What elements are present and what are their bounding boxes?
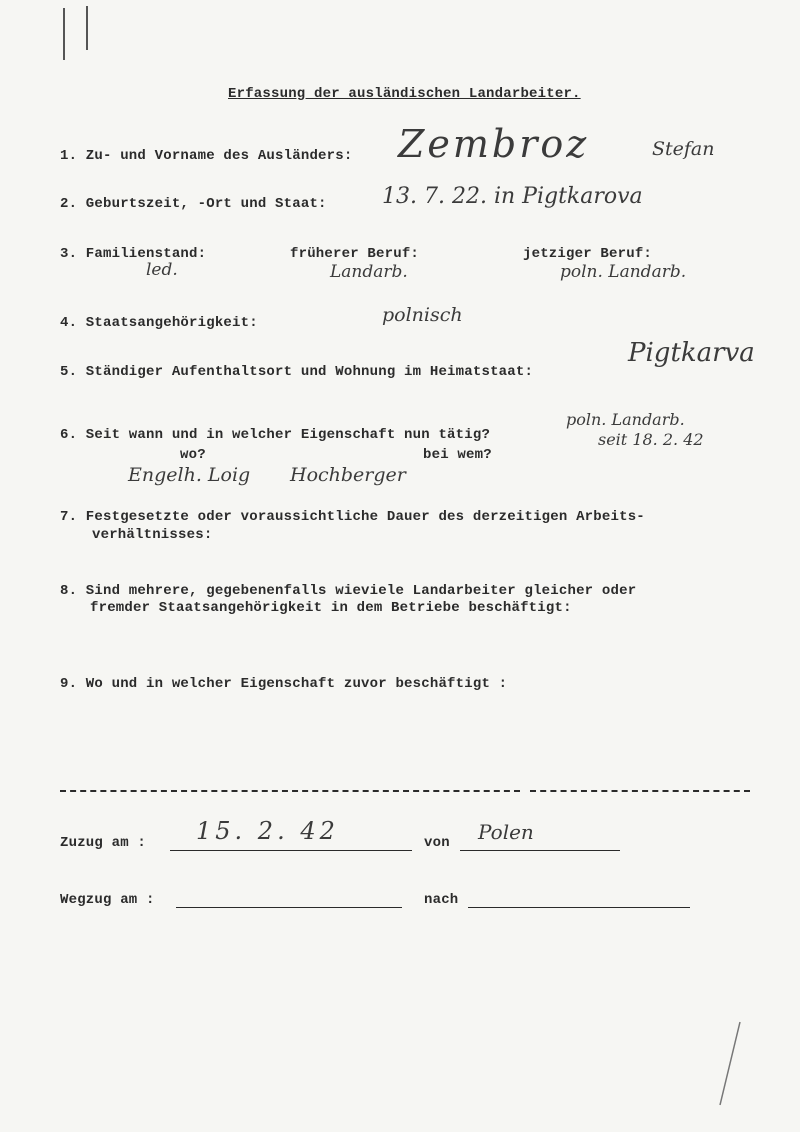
question-7-line-1: 7. Festgesetzte oder voraussichtliche Dauer des derzeitigen Arbeits- — [60, 509, 645, 525]
question-2: 2. Geburtszeit, -Ort und Staat: — [60, 196, 327, 212]
question-8-line-1: 8. Sind mehrere, gegebenenfalls wieviele Landarbeiter gleicher oder — [60, 583, 637, 599]
question-6-bei-wem: bei wem? — [423, 447, 492, 463]
answer-taetig-2: seit 18. 2. 42 — [598, 430, 704, 449]
question-8-line-2: fremder Staatsangehörigkeit in dem Betriebe beschäftigt: — [90, 600, 572, 616]
wegzug-label: Wegzug am : — [60, 892, 155, 908]
zuzug-date: 15. 2. 42 — [196, 817, 339, 845]
zuzug-date-line — [170, 850, 412, 851]
von-place: Polen — [478, 820, 534, 844]
von-label: von — [424, 835, 450, 851]
question-3-jetziger-beruf: jetziger Beruf: — [523, 246, 653, 262]
pencil-stroke — [700, 1020, 750, 1110]
nach-line — [468, 907, 690, 908]
question-7-line-2: verhältnisses: — [92, 527, 213, 543]
question-3: 3. Familienstand: — [60, 246, 207, 262]
answer-staatsangehoerigkeit: polnisch — [382, 304, 463, 326]
answer-surname: Zembroz — [398, 122, 590, 166]
answer-firstname: Stefan — [652, 138, 715, 160]
form-title: Erfassung der ausländischen Landarbeiter. — [228, 86, 581, 102]
separator-line — [60, 790, 520, 792]
answer-frueherer-beruf: Landarb. — [330, 262, 408, 282]
answer-bei-wem: Hochberger — [290, 464, 406, 486]
margin-mark — [86, 6, 88, 50]
question-5: 5. Ständiger Aufenthaltsort und Wohnung im Heimatstaat: — [60, 364, 534, 380]
question-3-frueherer-beruf: früherer Beruf: — [290, 246, 420, 262]
wegzug-date-line — [176, 907, 402, 908]
question-1: 1. Zu- und Vorname des Ausländers: — [60, 148, 353, 164]
question-4: 4. Staatsangehörigkeit: — [60, 315, 258, 331]
answer-birth: 13. 7. 22. in Pigtkarova — [382, 184, 643, 209]
answer-jetziger-beruf: poln. Landarb. — [560, 262, 687, 282]
question-9: 9. Wo und in welcher Eigenschaft zuvor beschäftigt : — [60, 676, 508, 692]
nach-label: nach — [424, 892, 459, 908]
separator-line — [530, 790, 750, 792]
margin-mark — [63, 8, 65, 60]
answer-taetig-1: poln. Landarb. — [566, 410, 685, 429]
answer-familienstand: led. — [146, 260, 178, 280]
question-6: 6. Seit wann und in welcher Eigenschaft nun tätig? — [60, 427, 491, 443]
zuzug-label: Zuzug am : — [60, 835, 147, 851]
von-line — [460, 850, 620, 851]
answer-wo: Engelh. Loig — [128, 464, 251, 486]
question-6-wo: wo? — [180, 447, 206, 463]
answer-heimat: Pigtkarva — [628, 338, 755, 368]
